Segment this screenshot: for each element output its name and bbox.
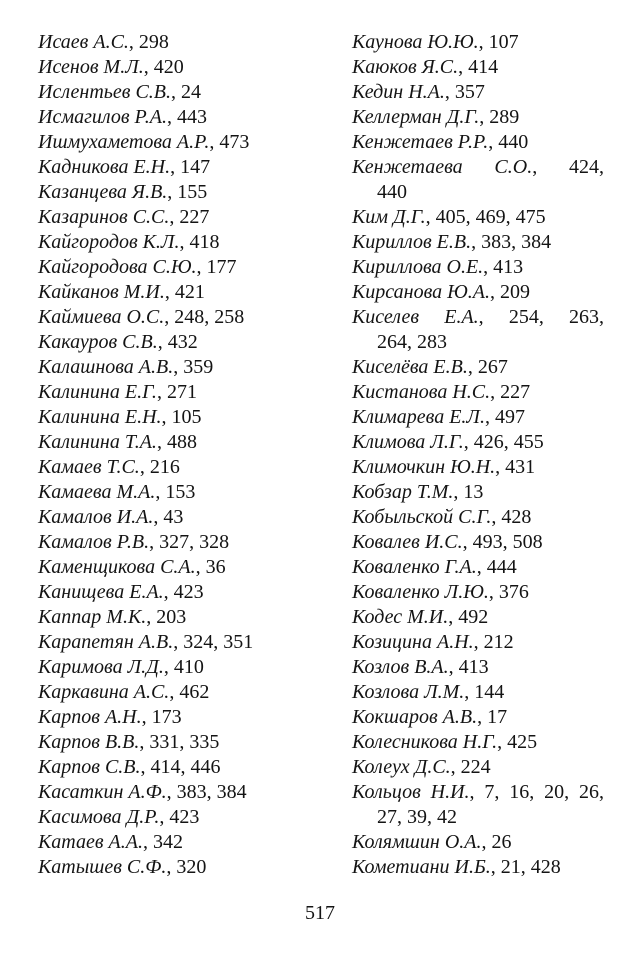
entry-name: Колеух Д.С. xyxy=(352,756,451,778)
entry-separator: , xyxy=(171,81,181,103)
entry-pages: 431 xyxy=(505,456,536,478)
entry-pages: 212 xyxy=(483,631,514,653)
entry-separator: , xyxy=(155,481,166,503)
entry-pages: 444 xyxy=(486,556,517,578)
index-entry xyxy=(38,605,290,630)
entry-separator: , xyxy=(491,506,502,528)
entry-pages: 254, 263, xyxy=(508,306,604,328)
entry-name: Канищева Е.А. xyxy=(38,581,164,603)
entry-separator: , xyxy=(169,206,180,228)
entry-name: Камалов Р.В. xyxy=(38,531,150,553)
entry-name: Климочкин Ю.Н. xyxy=(352,456,496,478)
entry-name: Кольцов Н.И. xyxy=(352,781,470,803)
entry-name: Ковалев И.С. xyxy=(352,531,463,553)
index-entry xyxy=(352,130,604,155)
entry-pages: 289 xyxy=(489,106,520,128)
entry-name: Камаев Т.С. xyxy=(38,456,140,478)
index-entry xyxy=(38,305,290,330)
index-entry xyxy=(352,455,604,480)
index-entry xyxy=(38,55,290,80)
entry-separator: , xyxy=(450,756,461,778)
index-entry xyxy=(352,255,604,280)
entry-name: Колесникова Н.Г. xyxy=(352,731,498,753)
entry-pages: 493, 508 xyxy=(472,531,543,553)
entry-pages: 420 xyxy=(153,56,184,78)
entry-pages: 324, 351 xyxy=(183,631,254,653)
index-entry xyxy=(352,630,604,655)
entry-name: Казанцева Я.В. xyxy=(38,181,168,203)
entry-name: Кайгородова С.Ю. xyxy=(38,256,197,278)
entry-separator: , xyxy=(179,231,190,253)
index-entry xyxy=(38,630,290,655)
entry-separator: , xyxy=(484,406,495,428)
entry-name: Касимова Д.Р. xyxy=(38,806,160,828)
index-entry xyxy=(352,705,604,730)
entry-name: Исаев А.С. xyxy=(38,31,129,53)
entry-pages: 203 xyxy=(156,606,187,628)
entry-pages: 227 xyxy=(179,206,210,228)
entry-pages: 17 xyxy=(487,706,508,728)
index-entry xyxy=(38,830,290,855)
index-entry xyxy=(38,405,290,430)
index-entry xyxy=(352,380,604,405)
index-entry xyxy=(38,555,290,580)
entry-line1 xyxy=(352,155,604,180)
entry-pages: 418 xyxy=(189,231,220,253)
entry-separator: , xyxy=(477,706,488,728)
index-entry xyxy=(352,430,604,455)
index-entry xyxy=(38,705,290,730)
index-entry xyxy=(38,680,290,705)
entry-name: Козицина А.Н. xyxy=(352,631,474,653)
entry-pages: 224 xyxy=(460,756,491,778)
entry-name: Коваленко Л.Ю. xyxy=(352,581,489,603)
entry-pages: 428 xyxy=(501,506,532,528)
entry-separator: , xyxy=(161,406,172,428)
entry-pages: 492 xyxy=(458,606,489,628)
entry-pages: 497 xyxy=(494,406,525,428)
entry-pages: 267 xyxy=(477,356,508,378)
index-entry xyxy=(38,280,290,305)
entry-separator: , xyxy=(157,331,168,353)
entry-name: Исенов М.Л. xyxy=(38,56,144,78)
entry-name: Каменщикова С.А. xyxy=(38,556,196,578)
entry-pages: 414 xyxy=(468,56,499,78)
entry-name: Кистанова Н.С. xyxy=(352,381,491,403)
entry-pages: 216 xyxy=(149,456,180,478)
entry-separator: , xyxy=(169,681,180,703)
index-entry xyxy=(38,780,290,805)
entry-name: Кобзар Т.М. xyxy=(352,481,454,503)
entry-separator: , xyxy=(143,56,154,78)
entry-separator: , xyxy=(196,256,207,278)
index-entry xyxy=(38,330,290,355)
index-entry xyxy=(352,830,604,855)
index-entry xyxy=(352,480,604,505)
index-entry xyxy=(38,155,290,180)
entry-pages: 43 xyxy=(163,506,184,528)
entry-name: Кодес М.И. xyxy=(352,606,449,628)
index-entry xyxy=(38,105,290,130)
entry-pages: 209 xyxy=(499,281,530,303)
entry-pages: 426, 455 xyxy=(473,431,544,453)
index-entry xyxy=(38,205,290,230)
entry-pages: 414, 446 xyxy=(150,756,221,778)
entry-name: Келлерман Д.Г. xyxy=(352,106,480,128)
entry-name: Киселев Е.А. xyxy=(352,306,479,328)
entry-separator: , xyxy=(163,581,174,603)
entry-pages-continuation: 440 xyxy=(377,181,407,203)
entry-name: Исмагилов Р.А. xyxy=(38,106,167,128)
entry-separator: , xyxy=(159,806,170,828)
index-entry xyxy=(352,505,604,530)
index-column-right xyxy=(352,30,604,880)
entry-separator: , xyxy=(139,731,150,753)
entry-pages: 488 xyxy=(166,431,197,453)
index-entry xyxy=(352,280,604,305)
index-entry xyxy=(38,255,290,280)
entry-separator: , xyxy=(164,306,175,328)
entry-separator: , xyxy=(489,281,500,303)
entry-name: Колямшин О.А. xyxy=(352,831,482,853)
index-entry xyxy=(352,230,604,255)
entry-separator: , xyxy=(142,831,153,853)
entry-name: Какауров С.В. xyxy=(38,331,158,353)
entry-name: Кайгородов К.Л. xyxy=(38,231,180,253)
entry-pages: 405, 469, 475 xyxy=(435,206,546,228)
entry-name: Камалов И.А. xyxy=(38,506,154,528)
entry-name: Калашнова А.В. xyxy=(38,356,174,378)
entry-pages: 177 xyxy=(206,256,237,278)
index-entry xyxy=(38,480,290,505)
entry-separator: , xyxy=(163,656,174,678)
entry-name: Калинина Т.А. xyxy=(38,431,157,453)
index-entry xyxy=(352,155,604,205)
entry-name: Кенжетаев Р.Р. xyxy=(352,131,489,153)
entry-separator: , xyxy=(483,256,494,278)
entry-name: Карпов А.Н. xyxy=(38,706,142,728)
index-entry xyxy=(38,230,290,255)
entry-pages: 153 xyxy=(165,481,196,503)
entry-line1 xyxy=(352,780,604,805)
entry-name: Кедин Н.А. xyxy=(352,81,445,103)
entry-separator: , xyxy=(495,456,506,478)
entry-name: Карпов В.В. xyxy=(38,731,140,753)
entry-separator: , xyxy=(488,581,499,603)
index-entry xyxy=(352,580,604,605)
entry-name: Кокшаров А.В. xyxy=(352,706,478,728)
index-entry xyxy=(352,30,604,55)
entry-separator: , xyxy=(497,731,508,753)
entry-separator: , xyxy=(164,281,175,303)
entry-separator: , xyxy=(463,431,474,453)
entry-separator: , xyxy=(166,106,177,128)
entry-separator: , xyxy=(458,56,469,78)
entry-name: Кадникова Е.Н. xyxy=(38,156,171,178)
entry-pages: 383, 384 xyxy=(481,231,552,253)
entry-separator: , xyxy=(532,156,569,178)
index-entry xyxy=(38,530,290,555)
index-entry xyxy=(352,855,604,880)
entry-pages: 413 xyxy=(458,656,489,678)
entry-separator: , xyxy=(479,106,490,128)
entry-separator: , xyxy=(448,656,459,678)
entry-name: Кенжетаева С.О. xyxy=(352,156,533,178)
entry-separator: , xyxy=(195,556,206,578)
index-entry xyxy=(38,380,290,405)
index-entry xyxy=(38,730,290,755)
entry-separator: , xyxy=(170,156,181,178)
entry-name: Кириллов Е.В. xyxy=(352,231,472,253)
entry-pages: 410 xyxy=(173,656,204,678)
entry-separator: , xyxy=(173,631,184,653)
index-entry xyxy=(38,505,290,530)
entry-separator: , xyxy=(453,481,464,503)
entry-separator: , xyxy=(141,706,152,728)
entry-pages: 421 xyxy=(174,281,205,303)
entry-separator: , xyxy=(425,206,436,228)
entry-separator: , xyxy=(448,606,459,628)
entry-separator: , xyxy=(209,131,220,153)
index-entry xyxy=(38,855,290,880)
index-entry xyxy=(352,105,604,130)
entry-name: Ишмухаметова А.Р. xyxy=(38,131,210,153)
entry-name: Климарева Е.Л. xyxy=(352,406,485,428)
entry-separator: , xyxy=(478,31,489,53)
entry-separator: , xyxy=(467,356,478,378)
index-entry xyxy=(38,455,290,480)
entry-name: Коваленко Г.А. xyxy=(352,556,477,578)
entry-pages: 357 xyxy=(454,81,485,103)
entry-separator: , xyxy=(173,356,184,378)
entry-name: Каркавина А.С. xyxy=(38,681,170,703)
index-entry xyxy=(352,305,604,355)
entry-pages: 342 xyxy=(152,831,183,853)
entry-name: Козлова Л.М. xyxy=(352,681,465,703)
index-entry xyxy=(352,605,604,630)
entry-name: Киселёва Е.В. xyxy=(352,356,468,378)
entry-separator: , xyxy=(473,631,484,653)
entry-pages: 36 xyxy=(205,556,226,578)
entry-name: Касаткин А.Ф. xyxy=(38,781,167,803)
index-entry xyxy=(352,205,604,230)
entry-name: Казаринов С.С. xyxy=(38,206,170,228)
entry-pages: 26 xyxy=(491,831,512,853)
index-entry xyxy=(38,580,290,605)
entry-separator: , xyxy=(481,831,492,853)
entry-separator: , xyxy=(140,756,151,778)
entry-separator: , xyxy=(139,456,150,478)
entry-name: Ислентьев С.В. xyxy=(38,81,171,103)
index-entry xyxy=(38,655,290,680)
entry-name: Катаев А.А. xyxy=(38,831,143,853)
index-entry xyxy=(352,780,604,830)
entry-separator: , xyxy=(153,506,164,528)
index-entry xyxy=(38,180,290,205)
entry-pages: 327, 328 xyxy=(159,531,230,553)
index-entry xyxy=(352,530,604,555)
entry-name: Карпов С.В. xyxy=(38,756,141,778)
entry-pages: 462 xyxy=(179,681,210,703)
entry-pages: 443 xyxy=(176,106,207,128)
entry-pages: 331, 335 xyxy=(149,731,220,753)
index-entry xyxy=(352,80,604,105)
index-entry xyxy=(352,355,604,380)
index-column-left xyxy=(38,30,290,880)
entry-name: Кометиани И.Б. xyxy=(352,856,491,878)
entry-pages: 248, 258 xyxy=(174,306,245,328)
entry-separator: , xyxy=(149,531,160,553)
entry-pages: 425 xyxy=(507,731,538,753)
entry-name: Кобыльской С.Г. xyxy=(352,506,492,528)
entry-name: Каймиева О.С. xyxy=(38,306,165,328)
entry-pages-continuation: 27, 39, 42 xyxy=(377,806,457,828)
entry-pages: 298 xyxy=(138,31,169,53)
entry-name: Камаева М.А. xyxy=(38,481,156,503)
entry-separator: , xyxy=(469,781,485,803)
entry-separator: , xyxy=(156,381,167,403)
entry-pages-continuation: 264, 283 xyxy=(377,331,447,353)
entry-pages: 271 xyxy=(166,381,197,403)
entry-name: Катышев С.Ф. xyxy=(38,856,167,878)
entry-separator: , xyxy=(490,381,501,403)
entry-pages: 423 xyxy=(169,806,200,828)
entry-pages: 376 xyxy=(498,581,529,603)
entry-pages: 473 xyxy=(219,131,250,153)
index-entry xyxy=(38,80,290,105)
index-entry xyxy=(38,805,290,830)
page-number: 517 xyxy=(305,902,335,924)
index-entry xyxy=(38,30,290,55)
entry-pages: 107 xyxy=(488,31,519,53)
entry-name: Карапетян А.В. xyxy=(38,631,174,653)
entry-separator: , xyxy=(490,856,501,878)
entry-name: Кириллова О.Е. xyxy=(352,256,484,278)
entry-name: Каюков Я.С. xyxy=(352,56,459,78)
entry-pages: 432 xyxy=(167,331,198,353)
index-entry xyxy=(38,130,290,155)
entry-pages: 227 xyxy=(500,381,531,403)
entry-pages: 155 xyxy=(177,181,208,203)
entry-name: Калинина Е.Г. xyxy=(38,381,157,403)
entry-pages: 105 xyxy=(171,406,202,428)
index-entry xyxy=(352,680,604,705)
entry-name: Ким Д.Г. xyxy=(352,206,426,228)
index-entry xyxy=(352,555,604,580)
entry-pages: 359 xyxy=(183,356,214,378)
entry-name: Каппар М.К. xyxy=(38,606,147,628)
index-entry xyxy=(352,55,604,80)
index-entry xyxy=(352,730,604,755)
entry-separator: , xyxy=(476,556,487,578)
entry-pages: 413 xyxy=(493,256,524,278)
index-entry xyxy=(352,405,604,430)
entry-separator: , xyxy=(444,81,455,103)
entry-separator: , xyxy=(166,781,177,803)
entry-separator: , xyxy=(478,306,509,328)
entry-name: Климова Л.Г. xyxy=(352,431,464,453)
entry-separator: , xyxy=(166,856,177,878)
entry-line1 xyxy=(352,305,604,330)
entry-separator: , xyxy=(462,531,473,553)
entry-name: Каунова Ю.Ю. xyxy=(352,31,479,53)
index-entry xyxy=(38,755,290,780)
entry-pages: 147 xyxy=(180,156,211,178)
entry-pages: 21, 428 xyxy=(500,856,561,878)
entry-pages: 423 xyxy=(173,581,204,603)
index-entry xyxy=(38,355,290,380)
index-entry xyxy=(352,755,604,780)
entry-separator: , xyxy=(464,681,475,703)
entry-name: Каримова Л.Д. xyxy=(38,656,164,678)
entry-separator: , xyxy=(471,231,482,253)
entry-pages: 144 xyxy=(474,681,505,703)
index-entry xyxy=(352,655,604,680)
entry-pages: 383, 384 xyxy=(176,781,247,803)
entry-pages: 173 xyxy=(151,706,182,728)
entry-name: Козлов В.А. xyxy=(352,656,449,678)
entry-pages: 424, xyxy=(569,156,604,178)
entry-name: Кирсанова Ю.А. xyxy=(352,281,490,303)
entry-pages: 24 xyxy=(181,81,201,103)
entry-name: Калинина Е.Н. xyxy=(38,406,162,428)
entry-separator: , xyxy=(156,431,167,453)
entry-separator: , xyxy=(146,606,157,628)
entry-name: Кайканов М.И. xyxy=(38,281,165,303)
entry-pages: 7, 16, 20, 26, xyxy=(484,781,605,803)
entry-separator: , xyxy=(167,181,178,203)
index-entry xyxy=(38,430,290,455)
entry-pages: 320 xyxy=(176,856,207,878)
entry-pages: 13 xyxy=(463,481,484,503)
entry-separator: , xyxy=(488,131,499,153)
entry-separator: , xyxy=(128,31,139,53)
entry-pages: 440 xyxy=(498,131,529,153)
